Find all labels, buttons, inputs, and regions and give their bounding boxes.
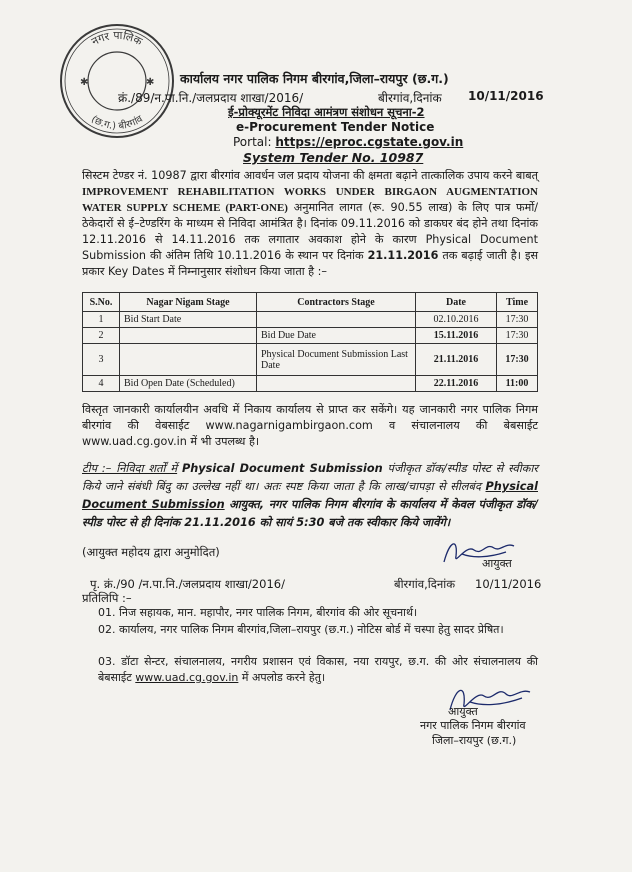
work-name: IMPROVEMENT REHABILITATION WORKS UNDER BIRGAON AUGMENTATION WATER SUPPLY SCHEME (PART-ONE) (82, 186, 538, 214)
cell-contractor-stage: Bid Due Date (257, 328, 416, 344)
cell-contractor-stage: Physical Document Submission Last Date (257, 344, 416, 376)
cell-sno: 3 (83, 344, 120, 376)
cell-date: 22.11.2016 (416, 376, 497, 392)
reference-number: क्रं./89/न.पा.नि./जलप्रदाय शाखा/2016/ (118, 91, 304, 105)
copy-to-label: प्रतिलिपि :– (82, 591, 132, 605)
table-row (83, 328, 538, 344)
portal-link[interactable]: https://eproc.cgstate.gov.in (275, 135, 464, 149)
list-item-number: 02. (98, 623, 116, 636)
cell-contractor-stage (257, 376, 416, 392)
cell-date: 21.11.2016 (416, 344, 497, 376)
notice-title-english: e-Procurement Tender Notice (236, 120, 435, 134)
endorsement-reference: पृ. क्रं./90 /न.पा.नि./जलप्रदाय शाखा/2016/ (90, 577, 285, 591)
svg-text:नगर पालिक (89, 29, 145, 49)
place-date-label: बीरगांव,दिनांक (378, 91, 442, 105)
note-text-c: पंजीकृत डॉक/स्पीड पोस्ट से स्वीकार किये जाने संबंधी बिंदु का उल्लेख नहीं था। अतः स्पष्ट किया जाता है कि लाख/चापड़ा से सीलबंद (82, 462, 538, 493)
note-paragraph (82, 460, 538, 532)
table-header-row (83, 293, 538, 312)
list-item (98, 605, 538, 621)
cell-nagar-stage: Bid Start Date (120, 312, 257, 328)
table-row (83, 344, 538, 376)
letter-date: 10/11/2016 (468, 89, 544, 103)
list-item-text: निज सहायक, मान. महापौर, नगर पालिक निगम, बीरगांव की ओर सूचनार्थ। (119, 606, 418, 619)
list-item-number: 03. (98, 655, 116, 668)
portal-line (233, 135, 463, 149)
cell-nagar-stage (120, 344, 257, 376)
svg-text:✱: ✱ (146, 77, 155, 88)
directorate-website-link[interactable]: www.uad.cg.gov.in (135, 671, 239, 684)
header-contractor-stage: Contractors Stage (257, 293, 416, 312)
tender-paragraph (82, 168, 538, 280)
table-row (83, 376, 538, 392)
municipal-website-link[interactable]: www.nagarnigambirgaon.com (205, 419, 373, 432)
para-details: अनुमानित लागत (रू. 90.55 लाख) के लिए पात्र फर्मो/ठेकेदारों से ई–टेण्डरिंग के माध्यम से निविदा आमंत्रित है। दिनांक 09.11.2016 को डाकघर बंद होने तथा दिनांक 12.11.2016 से 14.11.2016 तक लगातार अवकाश होने के कारण Physical Document Submission की अंतिम तिथि 10.11.2016 के स्थान पर दिनांक (82, 201, 538, 262)
para-closing: तक बढ़ाई जाती है। इस प्रकार Key Dates में निम्नानुसार संशोधन किया जाता है :– (82, 249, 539, 278)
cell-contractor-stage (257, 312, 416, 328)
note-text-a: टीप :– निविदा शर्तों में (82, 462, 178, 475)
info-paragraph (82, 402, 538, 450)
office-seal (58, 22, 176, 140)
signature-1-designation: आयुक्त (482, 557, 512, 570)
system-tender-number: System Tender No. 10987 (243, 150, 424, 165)
notice-title-hindi: ई-प्रोक्यूरमेंट निविदा आमंत्रण संशोधन सूचना-2 (228, 105, 425, 119)
directorate-website-link[interactable]: www.uad.cg.gov.in (82, 435, 187, 448)
list-item-number: 01. (98, 606, 116, 619)
endorsement-date: 10/11/2016 (475, 577, 542, 591)
cell-nagar-stage (120, 328, 257, 344)
info-text-c: में भी उपलब्ध है। (190, 435, 260, 448)
portal-label: Portal: (233, 135, 272, 149)
cell-time: 17:30 (497, 344, 538, 376)
cell-time: 17:30 (497, 312, 538, 328)
signature-2-office: नगर पालिक निगम बीरगांव (420, 719, 526, 732)
note-text-e: आयुक्त, नगर पालिक निगम बीरगांव के कार्यालय में केवल पंजीकृत डॉक/स्पीड पोस्ट से ही दिनांक 21.11.2016 को सायं 5:30 बजे तक स्वीकार किये जावेंगे। (82, 498, 539, 529)
header-date: Date (416, 293, 497, 312)
header-nagar-stage: Nagar Nigam Stage (120, 293, 257, 312)
cell-date: 02.10.2016 (416, 312, 497, 328)
list-item (98, 622, 538, 638)
seal-top-text: नगर पालिक (89, 28, 145, 49)
endorsement-place-date: बीरगांव,दिनांक (394, 577, 456, 591)
cell-time: 17:30 (497, 328, 538, 344)
commissioner-signature-1 (436, 532, 526, 572)
cell-time: 11:00 (497, 376, 538, 392)
info-text-a: विस्तृत जानकारी कार्यालयीन अवधि में निकाय कार्यालय से प्राप्त कर सकेंगे। यह जानकारी नगर पालिक निगम बीरगांव की वेबसाईट (82, 403, 538, 432)
cell-date: 15.11.2016 (416, 328, 497, 344)
note-phrase-1: Physical Document Submission (181, 462, 383, 475)
para-intro: सिस्टम टेण्डर नं. 10987 द्वारा बीरगांव आवर्धन जल प्रदाय योजना की क्षमता बढ़ाने तात्कालिक उपाय करने बाबत् (82, 169, 538, 182)
header-time: Time (497, 293, 538, 312)
cell-nagar-stage: Bid Open Date (Scheduled) (120, 376, 257, 392)
cell-sno: 4 (83, 376, 120, 392)
office-line: कार्यालय नगर पालिक निगम बीरगांव,जिला–रायपुर (छ.ग.) (180, 71, 449, 86)
list-item-text: कार्यालय, नगर पालिक निगम बीरगांव,जिला–रायपुर (छ.ग.) नोटिस बोर्ड में चस्पा हेतु सादर प्रेषित। (119, 623, 504, 636)
list-item-text: डॉटा सेन्टर, संचालनालय, नगरीय प्रशासन एवं विकास, नया रायपुर, छ.ग. की ओर संचालनालय की बेबसाईट (98, 655, 538, 684)
cell-sno: 1 (83, 312, 120, 328)
approval-note: (आयुक्त महोदय द्वारा अनुमोदित) (82, 545, 220, 559)
list-item-text: में अपलोड करने हेतु। (241, 671, 326, 684)
info-text-b: व संचालनालय की बेबसाईट (389, 419, 538, 432)
signature-2-district: जिला–रायपुर (छ.ग.) (432, 734, 517, 747)
key-dates-table (82, 292, 538, 392)
signature-2-designation: आयुक्त (448, 705, 478, 718)
seal-bottom-text: (छ.ग.) बीरगांव (88, 113, 145, 133)
svg-text:✱: ✱ (80, 77, 89, 88)
extended-date: 21.11.2016 (367, 249, 439, 262)
note-phrase-2: Physical Document Submission (82, 480, 538, 511)
cell-sno: 2 (83, 328, 120, 344)
header-sno: S.No. (83, 293, 120, 312)
table-row (83, 312, 538, 328)
